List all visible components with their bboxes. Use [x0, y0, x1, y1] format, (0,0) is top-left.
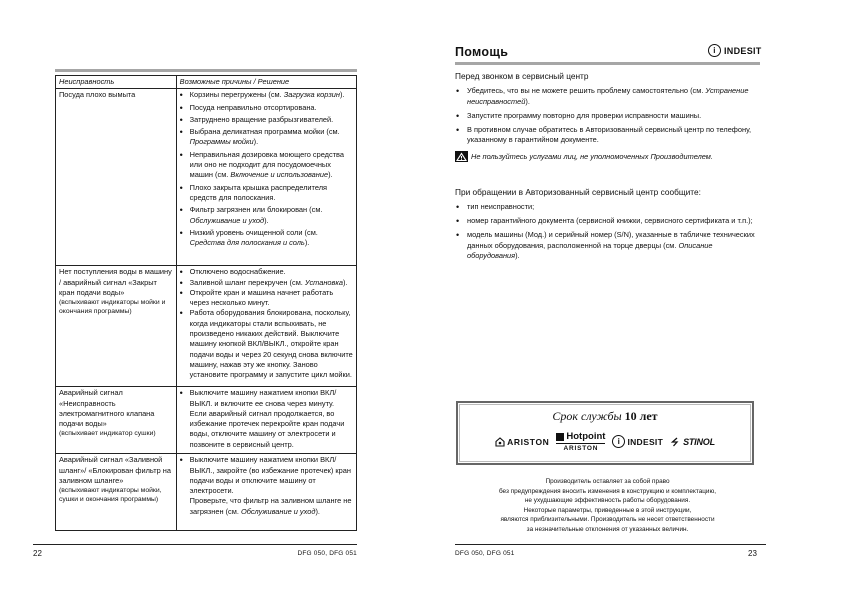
- stinol-logo: STINOL: [670, 437, 715, 447]
- cause-item: • Корзины перегружены (см. Загрузка корзин).: [180, 90, 353, 100]
- causes-cell: [176, 454, 356, 531]
- model-number: DFG 050, DFG 051: [297, 550, 357, 557]
- cause-item: • Откройте кран и машина начнет работать через несколько минут.: [180, 288, 353, 309]
- cause-item: • Неправильная дозировка моющего средства или оно не подходит для посудомоечных машин (см. Включение и использование).: [180, 150, 353, 181]
- table-header-row: [56, 76, 357, 89]
- causes-list: [180, 388, 353, 450]
- indesit-brand-logo: i INDESIT: [612, 435, 663, 448]
- causes-cell: [176, 387, 356, 454]
- cause-item: • Посуда неправильно отсортирована.: [180, 103, 353, 113]
- page-title: Помощь: [455, 45, 509, 59]
- column-header-fault: Неисправность: [56, 76, 177, 89]
- ariston-logo: ARISTON: [495, 437, 549, 447]
- fault-cell: [56, 89, 177, 266]
- list-item: • Запустите программу повторно для проверки исправности машины.: [455, 111, 760, 122]
- brand-logos: [458, 431, 752, 452]
- section-title-contact: При обращении в Авторизованный сервисный центр сообщите:: [455, 187, 701, 197]
- list-item: • Убедитесь, что вы не можете решить проблему самостоятельно (см. Устранение неисправностей).: [455, 86, 760, 107]
- header-rule: [455, 62, 760, 65]
- causes-list: [180, 267, 353, 380]
- cause-item: • Выбрана деликатная программа мойки (см. Программы мойки).: [180, 127, 353, 148]
- list-item: • В противном случае обратитесь в Авторизованный сервисный центр по телефону, указанному в гарантийном документе.: [455, 125, 760, 146]
- cause-item: • Выключите машину нажатием кнопки ВКЛ/ВЫКЛ., закройте (во избежание протечек) кран подачи воды и отключите машину от электросети.: [180, 455, 353, 496]
- warning-note: [455, 151, 713, 162]
- cause-item: • Плохо закрыта крышка распределителя средств для полоскания.: [180, 183, 353, 204]
- section-title-before-call: Перед звонком в сервисный центр: [455, 71, 589, 81]
- hotpoint-ariston-logo: Hotpoint ARISTON: [556, 431, 605, 452]
- page-number: 22: [33, 549, 42, 558]
- cause-extra: Проверьте, что фильтр на заливном шланге не загрязнен (см. Обслуживание и уход).: [189, 496, 352, 516]
- list-item: • модель машины (Мод.) и серийный номер (S/N), указанные в табличке технических данных оборудования, расположенной на торце дверцы (см. Описание оборудования).: [455, 230, 760, 262]
- service-life-box: [456, 401, 754, 465]
- service-life-value: 10 лет: [624, 409, 658, 423]
- manufacturer-disclaimer: Производитель оставляет за собой право без предупреждения вносить изменения в конструкцию и комплектацию, не ухудшающие эффективность работы оборудования. Некоторые параметры, приведенные в этой инструкции, являются приблизительными. Производитель не несет ответственности за незначительные отклонения от указанных величин.: [498, 478, 717, 533]
- list-item: • тип неисправности;: [455, 202, 760, 213]
- fault-note: (вспыхивают индикаторы мойки и окончания программы): [59, 299, 166, 316]
- model-number: DFG 050, DFG 051: [455, 550, 515, 557]
- column-header-causes: Возможные причины / Решение: [176, 76, 356, 89]
- before-call-list: [455, 86, 760, 149]
- causes-cell: [176, 266, 356, 387]
- fault-cell: [56, 454, 177, 531]
- fault-title: Аварийный сигнал «Неисправность электромагнитного клапана подачи воды»: [59, 388, 155, 429]
- cause-item: • Низкий уровень очищенной соли (см. Средства для полоскания и соль).: [180, 228, 353, 249]
- indesit-i-icon: i: [612, 435, 625, 448]
- list-item: • номер гарантийного документа (сервисной книжки, сервисного сертификата и т.п.);: [455, 216, 760, 227]
- indesit-logo: [708, 44, 762, 57]
- cause-item: • Заливной шланг перекручен (см. Установка).: [180, 278, 353, 288]
- service-life: [458, 409, 752, 424]
- fault-cell: [56, 266, 177, 387]
- header-rule: [55, 69, 357, 72]
- page-number: 23: [748, 549, 757, 558]
- cause-item: • Выключите машину нажатием кнопки ВКЛ/ВЫКЛ. и включите ее снова через минуту. Если аварийный сигнал продолжается, во избежание протечек перекройте кран подачи воды, отключите машину от электросети и позвоните в сервисный центр.: [180, 388, 353, 450]
- fault-title: Аварийный сигнал «Заливной шланг»/ «Блокирован фильтр на заливном шланге»: [59, 455, 171, 485]
- right-page: [421, 0, 842, 595]
- fault-cell: [56, 387, 177, 454]
- stinol-swirl-icon: [670, 437, 681, 447]
- table-row: [56, 454, 357, 531]
- causes-list: [180, 90, 353, 248]
- causes-list: [180, 455, 353, 496]
- warning-text: Не пользуйтесь услугами лиц, не уполномоченных Производителем.: [471, 152, 713, 161]
- fault-title: Посуда плохо вымыта: [59, 90, 136, 100]
- service-life-label: Срок службы: [552, 409, 622, 423]
- fault-note: (вспыхивают индикаторы мойки, сушки и окончания программы): [59, 487, 162, 504]
- cause-item: • Фильтр загрязнен или блокирован (см. Обслуживание и уход).: [180, 205, 353, 226]
- warning-triangle-icon: [455, 151, 468, 162]
- cause-item: • Работа оборудования блокирована, поскольку, когда индикаторы стали вспыхивать, не произведено никаких действий. Выключите машину кнопкой ВКЛ/ВЫКЛ., откройте кран подачи воды и через 20 секунд снова включите машину, нажав эту же кнопку. Заново установите программу и запустите цикл мойки.: [180, 308, 353, 380]
- ariston-house-icon: [495, 437, 505, 447]
- fault-title: Нет поступления воды в машину / аварийный сигнал «Закрыт кран подачи воды»: [59, 267, 172, 297]
- fault-note: (вспыхивает индикатор сушки): [59, 430, 156, 438]
- cause-item: • Затруднено вращение разбрызгивателей.: [180, 115, 353, 125]
- contact-info-list: [455, 202, 760, 265]
- footer-rule: [455, 544, 766, 545]
- cause-item: • Отключено водоснабжение.: [180, 267, 353, 277]
- table-row: [56, 89, 357, 266]
- indesit-i-icon: i: [708, 44, 721, 57]
- table-row: [56, 387, 357, 454]
- troubleshooting-table: [55, 75, 357, 531]
- table-row: [56, 266, 357, 387]
- indesit-logo-text: INDESIT: [724, 45, 762, 56]
- footer-rule: [33, 544, 357, 545]
- hotpoint-square-icon: [556, 433, 564, 441]
- causes-cell: [176, 89, 356, 266]
